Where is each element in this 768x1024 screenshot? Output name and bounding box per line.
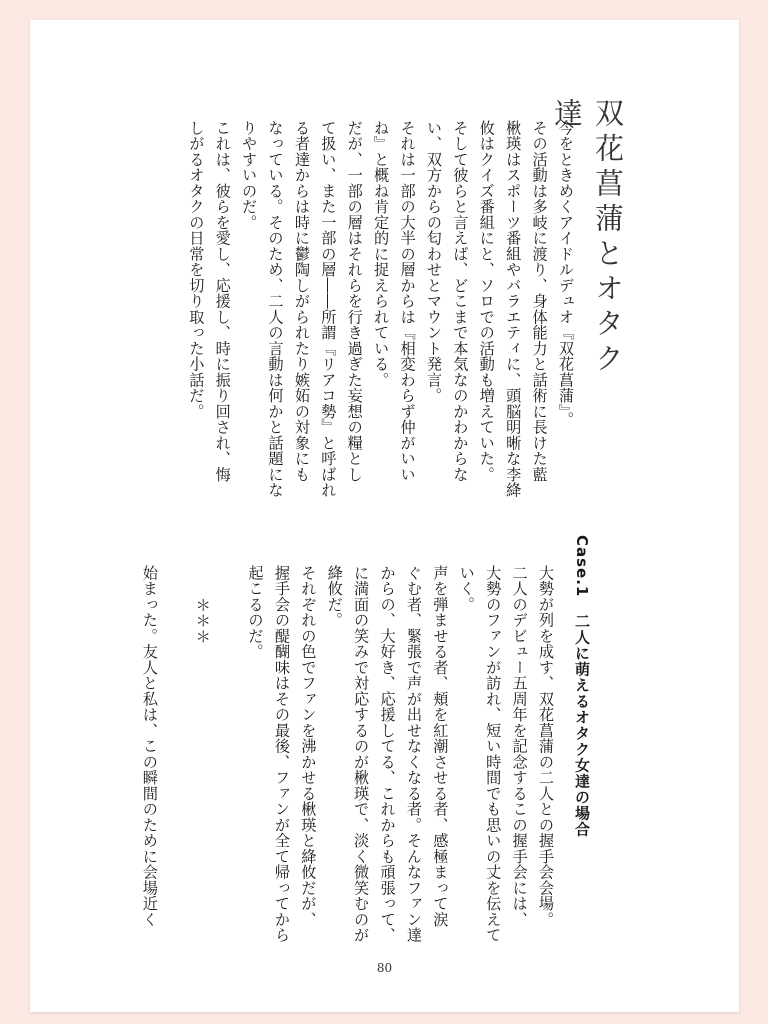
page-number: 80 [376,961,393,975]
text-line: い、双方からの匂わせとマウント発言。 [424,120,443,404]
text-line: に満面の笑みで対応するのが楸瑛で、淡く微笑むのが [352,565,371,943]
text-line: 起こるのだ。 [246,565,265,660]
text-line: る者達からは時に鬱陶しがられたり嫉妬の対象にも [292,120,311,483]
text-line: 二人のデビュー五周年を記念するこの握手会には、 [510,565,529,928]
chapter-title: 双花菖蒲とオタク達 [550,98,625,378]
text-line: ね』と概ね肯定的に捉えられている。 [372,120,391,388]
intro-text [183,120,579,515]
text-line: りやすいのだ。 [240,120,259,231]
case-heading: Case.1 二人に萌えるオタク女達の場合 [573,535,591,838]
text-line: 握手会の醍醐味はその最後、ファンが全て帰ってから [272,565,291,943]
text-line: 攸はクイズ番組にと、ソロでの活動も増えていた。 [477,120,496,483]
text-line: なっている。そのため、二人の言動は何かと話題にな [266,120,285,498]
book-page [30,20,739,1012]
text-line: 始まった。友人と私は、この瞬間のために会場近く [140,565,159,928]
text-line: その活動は多岐に渡り、身体能力と話術に長けた藍 [530,120,549,483]
text-line: 大勢のファンが訪れ、短い時間でも思いの丈を伝えて [484,565,503,943]
text-line: だが、一部の層はそれらを行き過ぎた妄想の糧とし [345,120,364,483]
text-line: そして彼らと言えば、どこまで本気なのかわからな [451,120,470,483]
text-line: からの、大好き、応援してる、これからも頑張って、 [378,565,397,943]
text-line: ぐむ者、緊張で声が出せなくなる者。そんなファン達 [404,565,423,943]
case-text [137,565,560,960]
text-line: しがるオタクの日常を切り取った小話だ。 [187,120,206,420]
text-line: いく。 [457,565,476,613]
text-line: 大勢が列を成す、双花菖蒲の二人との握手会会場。 [537,565,555,928]
text-line: 絳攸だ。 [325,565,344,628]
text-line: これは、彼らを愛し、応援し、時に振り回され、悔 [213,120,232,483]
text-line: それぞれの色でファンを沸かせる楸瑛と絳攸だが、 [299,565,318,928]
scene-separator: ＊＊＊ [193,597,212,645]
text-line: 声を弾ませる者、頬を紅潮させる者、感極まって涙 [431,565,450,928]
text-line: 今をときめくアイドルデュオ『双花菖蒲』。 [557,120,575,428]
text-line: て扱い、また一部の層――所謂『リアコ勢』と呼ばれ [319,120,338,498]
text-line: 楸瑛はスポーツ番組やバラエティに、頭脳明晰な李絳 [504,120,523,498]
text-line: それは一部の大半の層からは『相変わらず仲がいい [398,120,417,483]
